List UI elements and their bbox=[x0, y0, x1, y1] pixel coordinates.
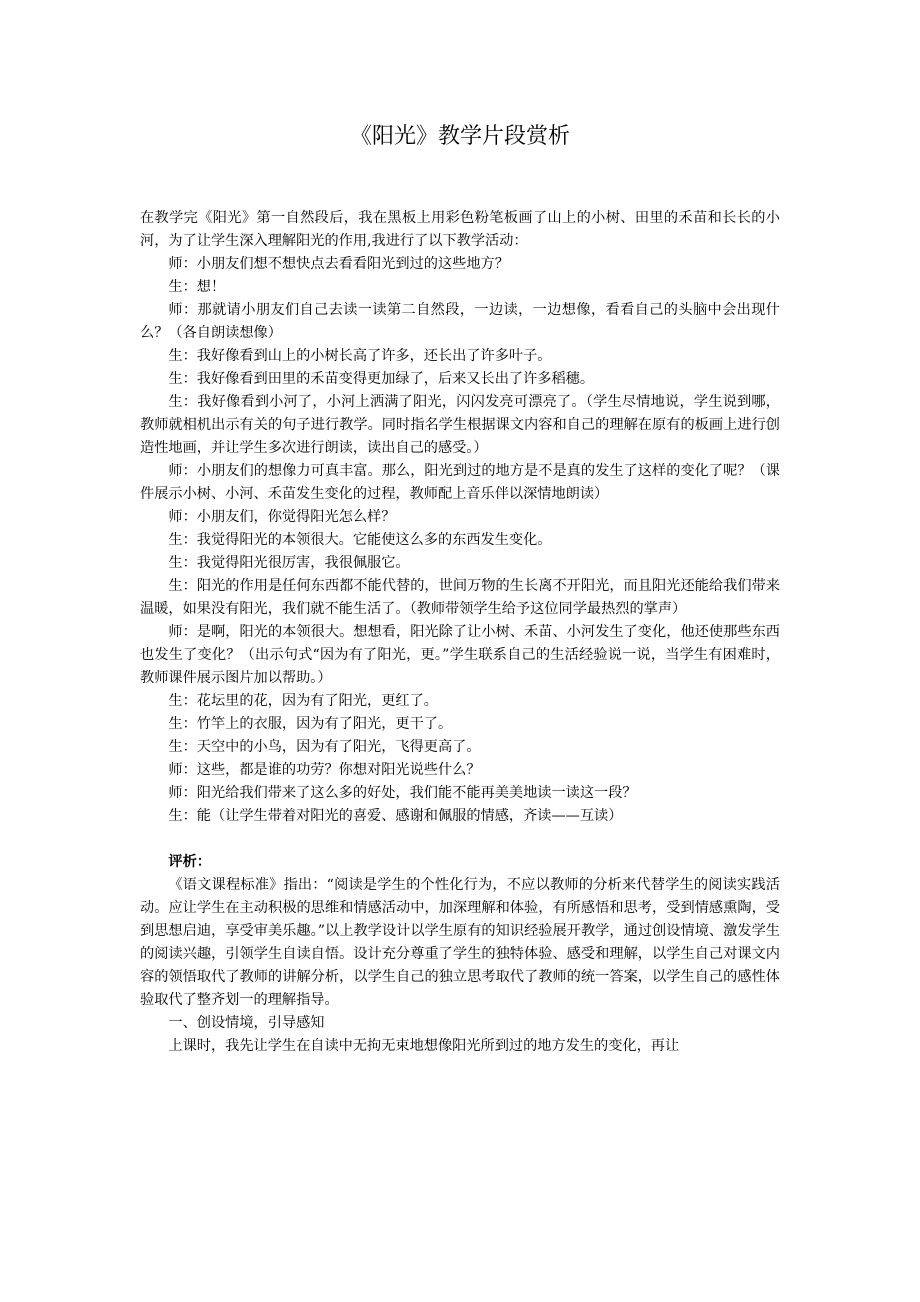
dialogue-line: 师：小朋友们，你觉得阳光怎么样？ bbox=[168, 509, 396, 525]
dialogue-line: 师：那就请小朋友们自己去读一读第二自然段，一边读，一边想像，看看自己的头脑中会出现什么？（各自朗读想像） bbox=[140, 302, 780, 341]
dialogue-line: 生：我好像看到山上的小树长高了许多，还长出了许多叶子。 bbox=[168, 348, 552, 364]
dialogue-line: 生：我好像看到小河了，小河上洒满了阳光，闪闪发亮可漂亮了。（学生尽情地说，学生说到哪，教师就相机出示有关的句子进行教学。同时指名学生根据课文内容和自己的理解在原有的板画上进行创造性地画，并让学生多次进行朗读，读出自己的感受。） bbox=[140, 394, 780, 456]
document-title: 《阳光》教学片段赏析 bbox=[349, 124, 570, 149]
dialogue-line: 师：阳光给我们带来了这么多的好处，我们能不能再美美地读一读这一段？ bbox=[168, 785, 637, 801]
dialogue-line: 生：天空中的小鸟，因为有了阳光，飞得更高了。 bbox=[168, 739, 481, 755]
dialogue-line: 生：想！ bbox=[168, 279, 226, 295]
dialogue-line: 生：我觉得阳光的本领很大。它能使这么多的东西发生变化。 bbox=[168, 532, 552, 548]
analysis-heading: 评析： bbox=[168, 854, 211, 870]
document-body bbox=[140, 207, 780, 1058]
dialogue-line: 生：能（让学生带着对阳光的喜爱、感谢和佩服的情感，齐读——互读） bbox=[168, 808, 623, 824]
dialogue-line: 师：小朋友们的想像力可真丰富。那么，阳光到过的地方是不是真的发生了这样的变化了呢？（课件展示小树、小河、禾苗发生变化的过程，教师配上音乐伴以深情地朗读） bbox=[140, 463, 780, 502]
dialogue-line: 生：花坛里的花，因为有了阳光，更红了。 bbox=[168, 693, 438, 709]
section-heading: 一、创设情境，引导感知 bbox=[168, 1015, 325, 1031]
dialogue-line: 师：是啊，阳光的本领很大。想想看，阳光除了让小树、禾苗、小河发生了变化，他还使那些东西也发生了变化？（出示句式“因为有了阳光，更。”学生联系自己的生活经验说一说，当学生有困难时，教师课件展示图片加以帮助。） bbox=[140, 624, 780, 686]
dialogue-line: 生：我好像看到田里的禾苗变得更加绿了，后来又长出了许多稻穗。 bbox=[168, 371, 595, 387]
dialogue-line: 生：阳光的作用是任何东西都不能代替的，世间万物的生长离不开阳光，而且阳光还能给我们带来温暖，如果没有阳光，我们就不能生活了。（教师带领学生给予这位同学最热烈的掌声） bbox=[140, 578, 780, 617]
analysis-paragraph: 上课时，我先让学生在自读中无拘无束地想像阳光所到过的地方发生的变化，再让 bbox=[168, 1038, 680, 1054]
dialogue-line: 生：竹竿上的衣服，因为有了阳光，更干了。 bbox=[168, 716, 453, 732]
dialogue-line: 师：这些，都是谁的功劳？你想对阳光说些什么？ bbox=[168, 762, 481, 778]
intro-paragraph: 在教学完《阳光》第一自然段后，我在黑板上用彩色粉笔板画了山上的小树、田里的禾苗和长长的小河，为了让学生深入理解阳光的作用,我进行了以下教学活动： bbox=[140, 210, 780, 249]
dialogue-line: 师：小朋友们想不想快点去看看阳光到过的这些地方？ bbox=[168, 256, 509, 272]
dialogue-line: 生：我觉得阳光很厉害，我很佩服它。 bbox=[168, 555, 410, 571]
analysis-paragraph: 《语文课程标准》指出：“阅读是学生的个性化行为，不应以教师的分析来代替学生的阅读实践活动。应让学生在主动积极的思维和情感活动中，加深理解和体验，有所感悟和思考，受到情感熏陶，受到思想启迪，享受审美乐趣。”以上教学设计以学生原有的知识经验展开教学，通过创设情境、激发学生的阅读兴趣，引领学生自读自悟。设计充分尊重了学生的独特体验、感受和理解，以学生自己对课文内容的领悟取代了教师的讲解分析，以学生自己的独立思考取代了教师的统一答案，以学生自己的感性体验取代了整齐划一的理解指导。 bbox=[140, 877, 780, 1008]
